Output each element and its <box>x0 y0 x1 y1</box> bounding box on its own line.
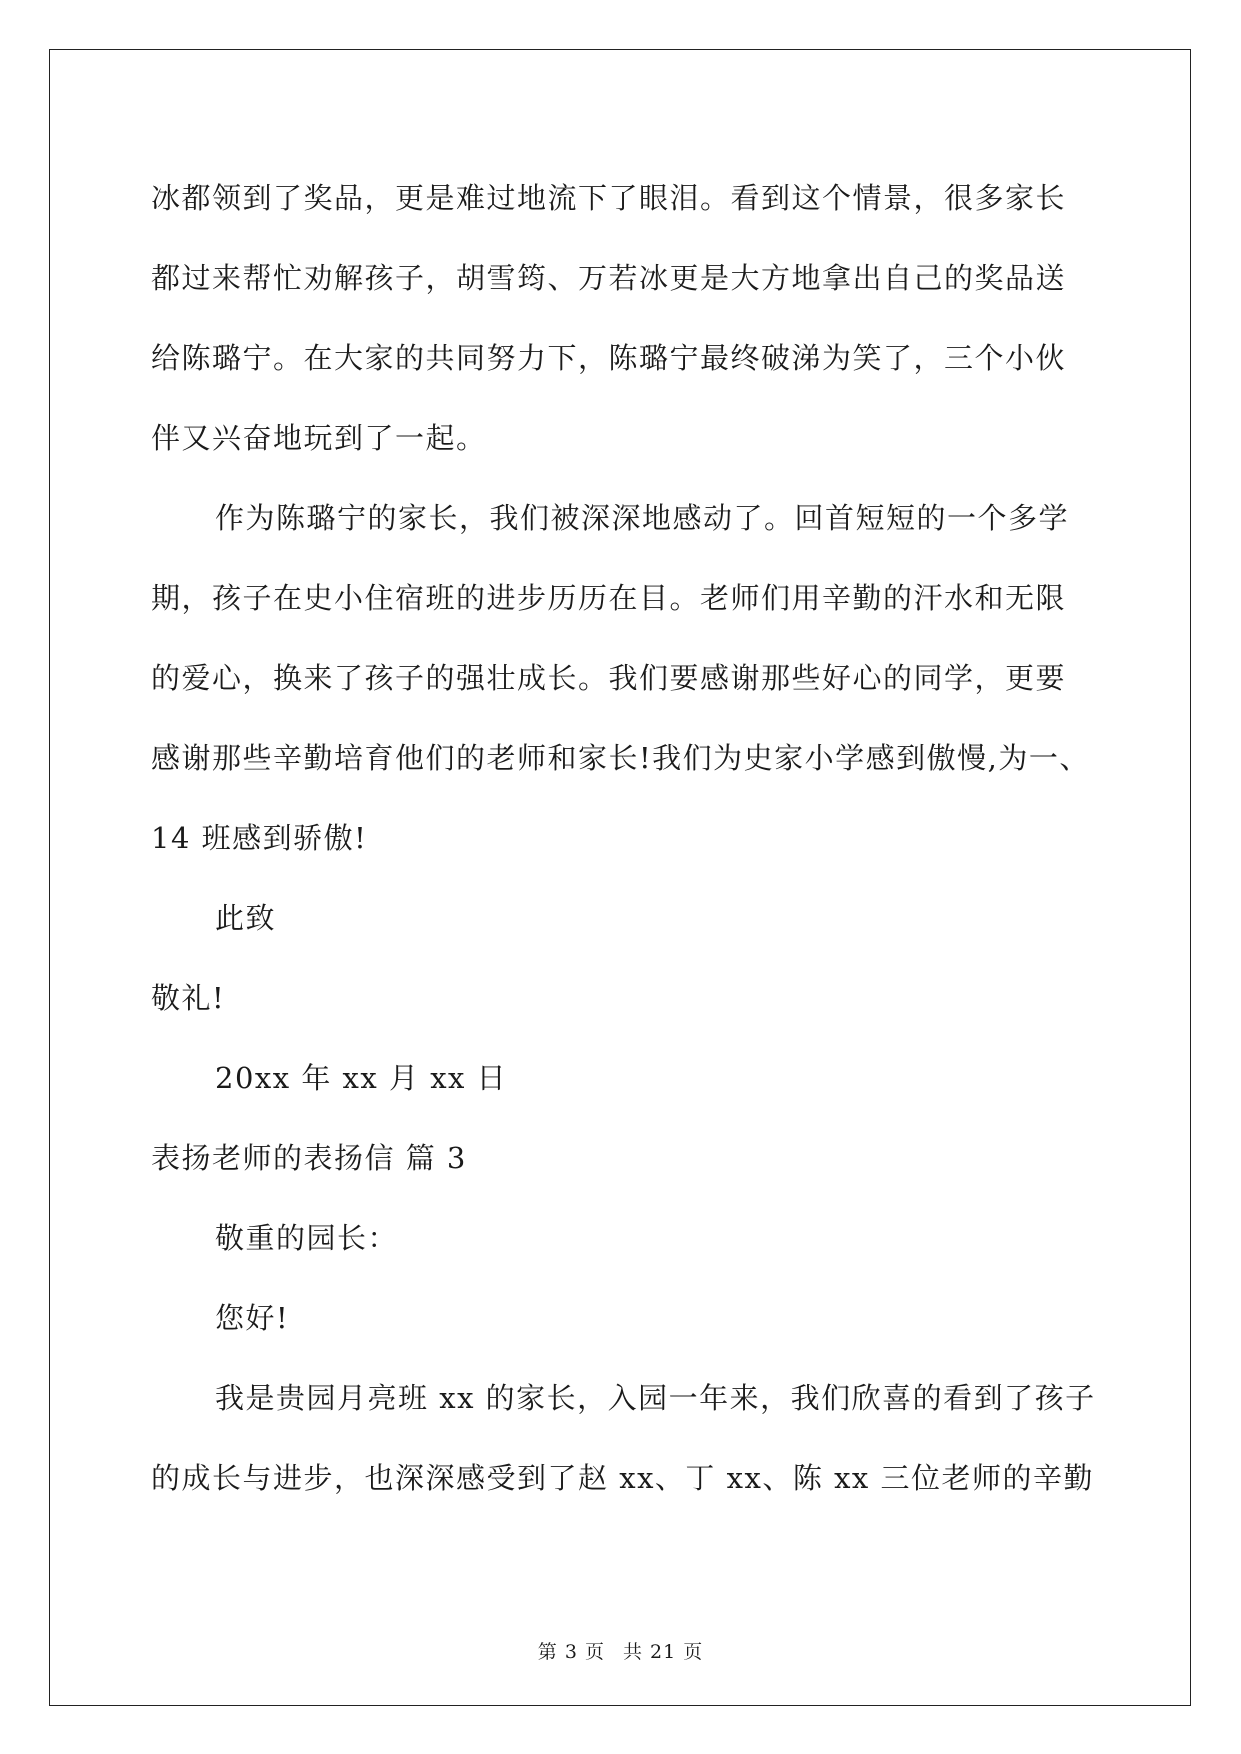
paragraph-line: 感谢那些辛勤培育他们的老师和家长!我们为史家小学感到傲慢,为一、 <box>151 741 1090 775</box>
letter-greeting: 敬重的园长： <box>215 1221 399 1255</box>
page-footer <box>0 1640 1241 1664</box>
document-body <box>151 158 1096 1518</box>
paragraph-line: 都过来帮忙劝解孩子，胡雪筠、万若冰更是大方地拿出自己的奖品送 <box>151 261 1067 295</box>
section-heading: 表扬老师的表扬信 篇 3 <box>151 1141 467 1175</box>
paragraph-line: 的爱心，换来了孩子的强壮成长。我们要感谢那些好心的同学，更要 <box>151 661 1067 695</box>
closing-regards: 敬礼! <box>151 981 226 1015</box>
paragraph-line: 14 班感到骄傲! <box>151 821 368 855</box>
paragraph-line: 冰都领到了奖品，更是难过地流下了眼泪。看到这个情景，很多家长 <box>151 181 1067 215</box>
letter-date: 20xx 年 xx 月 xx 日 <box>215 1061 508 1095</box>
paragraph-line: 作为陈璐宁的家长，我们被深深地感动了。回首短短的一个多学 <box>215 501 1070 535</box>
paragraph-line: 的成长与进步，也深深感受到了赵 xx、丁 xx、陈 xx 三位老师的辛勤 <box>151 1461 1095 1495</box>
page-number: 第 3 页 <box>537 1641 605 1663</box>
paragraph-line: 期，孩子在史小住宿班的进步历历在目。老师们用辛勤的汗水和无限 <box>151 581 1067 615</box>
paragraph-line: 伴又兴奋地玩到了一起。 <box>151 421 487 455</box>
letter-opening: 您好! <box>215 1301 290 1335</box>
closing-salutation: 此致 <box>215 901 277 935</box>
paragraph-line: 给陈璐宁。在大家的共同努力下，陈璐宁最终破涕为笑了，三个小伙 <box>151 341 1067 375</box>
page-total: 共 21 页 <box>622 1641 704 1663</box>
paragraph-line: 我是贵园月亮班 xx 的家长，入园一年来，我们欣喜的看到了孩子 <box>215 1381 1096 1415</box>
